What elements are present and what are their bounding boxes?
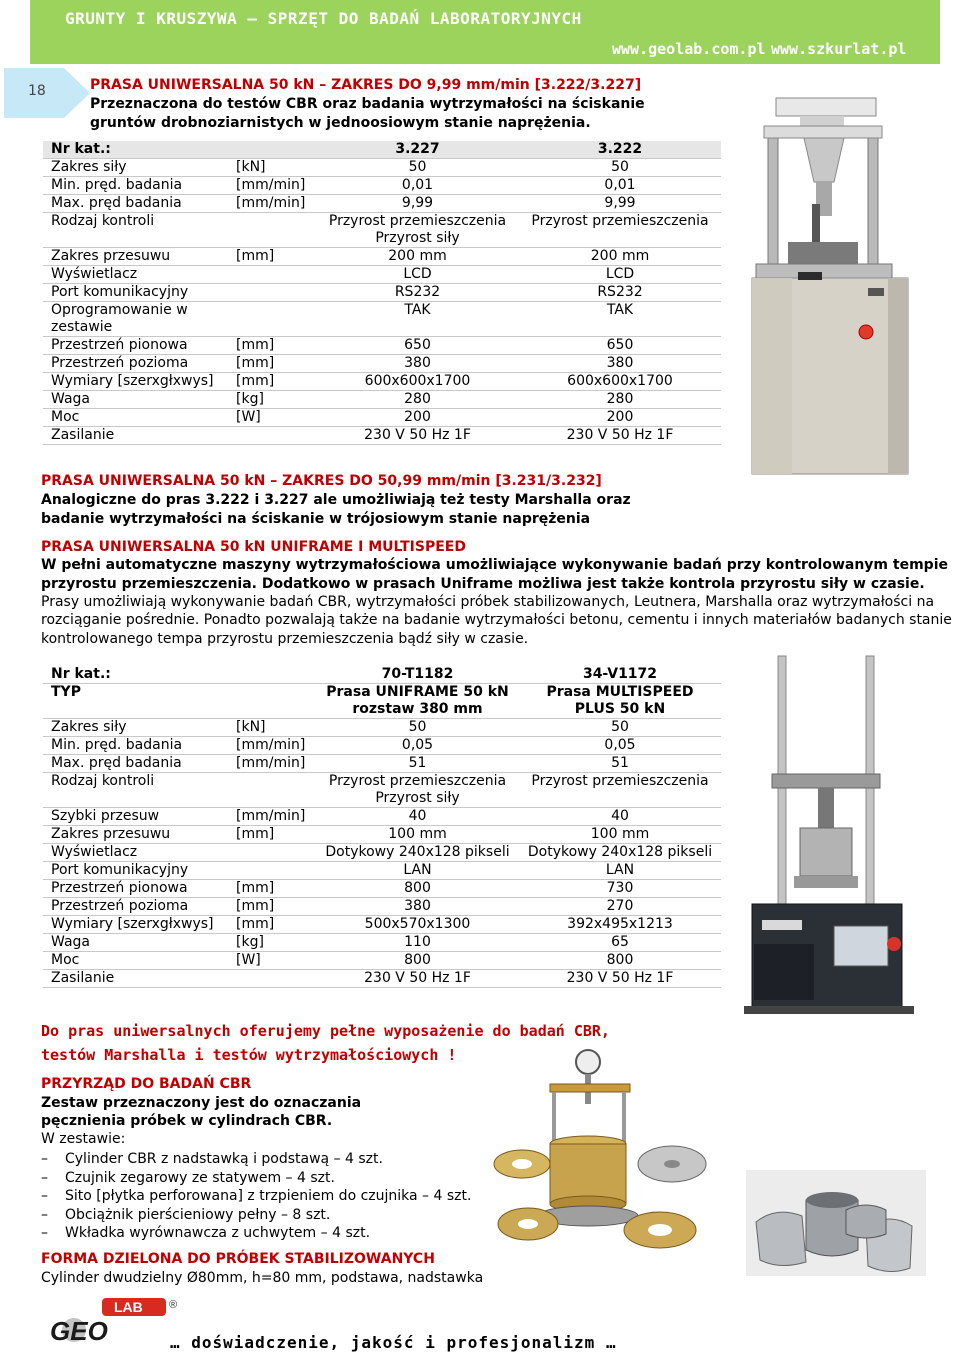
table-cell: Przyrost siły [316,230,519,248]
table-row [43,373,721,391]
table-cell: [kg] [228,391,316,409]
table-row [43,719,721,737]
table-row [43,880,721,898]
section4-intro: W zestawie: [41,1131,126,1147]
section3-bold-line2: przyrostu przemieszczenia. Dodatkowo w prasach Uniframe możliwa jest także kontrola przyrostu siły w czasie. [41,576,925,592]
table-cell: 0,05 [316,737,519,755]
table-row [43,701,721,719]
table-cell: Port komunikacyjny [43,284,228,302]
table-cell: 0,05 [519,737,721,755]
header-url-szkurlat[interactable]: www.szkurlat.pl [771,40,907,58]
section5-text: Cylinder dwudzielny Ø80mm, h=80 mm, podstawa, nadstawka [41,1270,484,1286]
table-row [43,737,721,755]
table-cell: 0,01 [316,177,519,195]
table-cell: 200 [316,409,519,427]
table-cell [228,970,316,988]
logo-lab-text: LAB [114,1299,143,1315]
table-cell: LCD [519,266,721,284]
section4-bold-line2: pęcznienia próbek w cylindrach CBR. [41,1113,333,1129]
table-cell: 230 V 50 Hz 1F [316,427,519,445]
table-cell: Oprogramowanie w [51,302,188,318]
table-cell: [mm] [228,916,316,934]
table-cell: 200 mm [519,248,721,266]
table-cell: Max. pręd badania [43,195,228,213]
list-item: – Obciążnik pierścieniowy pełny – 8 szt. [41,1206,471,1225]
table-cell [228,790,316,808]
table-cell: Przestrzeń pionowa [43,337,228,355]
table-cell: 0,01 [519,177,721,195]
table-cell: 34-V1172 [519,666,721,684]
table-cell: 380 [316,898,519,916]
promo-line1: Do pras uniwersalnych oferujemy pełne wyposażenie do badań CBR, [41,1022,610,1040]
table-cell: Przestrzeń pionowa [43,880,228,898]
table-row [43,230,721,248]
logo-registered-mark: ® [169,1299,178,1311]
table-cell: [mm/min] [228,195,316,213]
table-cell: Rodzaj kontroli [51,213,155,229]
table-row [43,898,721,916]
table-cell: Nr kat.: [43,666,228,684]
table-cell [228,284,316,302]
geolab-logo [48,1296,178,1348]
table-cell: 50 [316,719,519,737]
table-row [43,266,721,284]
table-cell: [kN] [228,159,316,177]
table-cell: 280 [519,391,721,409]
table-cell: 380 [316,355,519,373]
section1-spec-table [43,141,721,445]
table-cell [228,773,316,791]
table-cell: TAK [606,302,634,318]
table-row [43,319,721,337]
section4-items-list [41,1150,471,1243]
promo-line2: testów Marshalla i testów wytrzymałościowych ! [41,1046,457,1064]
table-row [43,952,721,970]
list-item: – Cylinder CBR z nadstawką i podstawą – 4 szt. [41,1150,471,1169]
table-cell: LAN [519,862,721,880]
table-cell [228,666,316,684]
table-cell: 800 [316,880,519,898]
table-cell: Przyrost przemieszczenia [328,773,507,789]
table-cell: 100 mm [316,826,519,844]
table-cell: 3.227 [316,141,519,159]
table-cell [228,684,316,702]
table-cell: [mm/min] [228,808,316,826]
table-cell [228,319,316,337]
table-row [43,790,721,808]
table-cell: 500x570x1300 [316,916,519,934]
table-cell: [W] [228,952,316,970]
table-row [43,409,721,427]
table-cell: 650 [519,337,721,355]
table-cell: Wyświetlacz [43,844,228,862]
table-cell: 380 [519,355,721,373]
table-cell: 40 [519,808,721,826]
table-cell: 3.222 [519,141,721,159]
section5-title: FORMA DZIELONA DO PRÓBEK STABILIZOWANYCH [41,1251,435,1267]
table-cell: 230 V 50 Hz 1F [519,970,721,988]
table-cell: [kN] [228,719,316,737]
table-cell: Przyrost przemieszczenia [531,773,709,789]
table-cell: TYP [51,684,81,700]
table-cell: 600x600x1700 [316,373,519,391]
table-row [43,159,721,177]
section3-title: PRASA UNIWERSALNA 50 kN UNIFRAME I MULTISPEED [41,539,466,555]
table-cell: 110 [316,934,519,952]
table-row [43,916,721,934]
table-cell: Moc [43,952,228,970]
section2-desc-line2: badanie wytrzymałości na ściskanie w trójosiowym stanie naprężenia [41,511,591,527]
table-row [43,684,721,702]
table-cell: [kg] [228,934,316,952]
table-cell [43,701,228,719]
table-cell: [mm] [228,826,316,844]
table-cell [43,790,228,808]
table-cell: 50 [519,159,721,177]
table-cell [228,230,316,248]
table-cell: Zakres przesuwu [43,826,228,844]
table-cell [228,862,316,880]
table-row [43,826,721,844]
table-cell: 270 [519,898,721,916]
table-cell: Wyświetlacz [43,266,228,284]
table-row [43,213,721,231]
table-cell: RS232 [519,284,721,302]
table-cell: 600x600x1700 [519,373,721,391]
table-row [43,934,721,952]
table-row [43,808,721,826]
table-row [43,755,721,773]
table-cell: zestawie [43,319,228,337]
section4-title: PRZYRZĄD DO BADAŃ CBR [41,1076,252,1092]
split-mould-image [746,1170,926,1276]
table-row [43,391,721,409]
table-cell: Port komunikacyjny [43,862,228,880]
universal-press-image [738,92,924,476]
table-cell: Zasilanie [43,427,228,445]
table-cell: [mm] [228,337,316,355]
table-cell [519,230,721,248]
section3-bold-line1: W pełni automatyczne maszyny wytrzymałościowa umożliwiające wykonywanie badań przy kontrolowanym tempie [41,557,948,573]
table-cell: LAN [316,862,519,880]
table-cell: Zakres siły [43,719,228,737]
table-cell [228,427,316,445]
logo-geo-text: GEO [50,1316,108,1344]
list-item: – Sito [płytka perforowana] z trzpieniem do czujnika – 4 szt. [41,1187,471,1206]
table-cell: Zasilanie [43,970,228,988]
table-row [43,195,721,213]
table-row [43,355,721,373]
table-row [43,970,721,988]
table-cell: 9,99 [316,195,519,213]
section1-desc-line2: gruntów drobnoziarnistych w jednoosiowym stanie naprężenia. [90,115,591,131]
table-cell: 70-T1182 [316,666,519,684]
table-cell: Min. pręd. badania [43,177,228,195]
table-cell: 40 [316,808,519,826]
cbr-apparatus-image [492,1044,732,1268]
table-cell: Przyrost przemieszczenia [531,213,709,229]
table-cell: Zakres przesuwu [43,248,228,266]
table-cell: 730 [519,880,721,898]
table-cell: Nr kat.: [43,141,228,159]
table-cell: 800 [519,952,721,970]
table-cell: 200 [519,409,721,427]
list-item: – Czujnik zegarowy ze statywem – 4 szt. [41,1169,471,1188]
table-row [43,284,721,302]
table-row [43,844,721,862]
section3-spec-table [43,666,721,988]
table-cell: [mm/min] [228,737,316,755]
page-number: 18 [28,83,46,99]
table-cell: Przestrzeń pozioma [43,355,228,373]
section1-desc-line1: Przeznaczona do testów CBR oraz badania wytrzymałości na ściskanie [90,96,645,112]
table-cell: Dotykowy 240x128 pikseli [316,844,519,862]
section3-text-line1: Prasy umożliwiają wykonywanie badań CBR, wytrzymałości próbek stabilizowanych, Leutnera, Marshalla oraz wytrzymałości na [41,594,935,610]
section3-text-line2: rozciąganie pośrednie. Ponadto pozwalają także na badanie wytrzymałości betonu, cementu i innych materiałów badanych stanie [41,612,952,628]
section1-title: PRASA UNIWERSALNA 50 kN – ZAKRES DO 9,99 mm/min [3.222/3.227] [90,77,642,93]
table-cell: Przyrost przemieszczenia [328,213,507,229]
table-cell: 50 [519,719,721,737]
footer-slogan: … doświadczenie, jakość i profesjonalizm … [170,1333,617,1352]
table-row [43,427,721,445]
table-cell [228,701,316,719]
table-row [43,862,721,880]
table-cell: PLUS 50 kN [519,701,721,719]
table-cell: 650 [316,337,519,355]
list-item: – Wkładka wyrównawcza z uchwytem – 4 szt. [41,1224,471,1243]
table-cell: 65 [519,934,721,952]
table-cell: Min. pręd. badania [43,737,228,755]
table-row [43,773,721,791]
table-cell: 9,99 [519,195,721,213]
table-row [43,141,721,159]
table-cell: rozstaw 380 mm [316,701,519,719]
table-cell: 230 V 50 Hz 1F [519,427,721,445]
table-cell [228,213,316,231]
table-cell: 51 [316,755,519,773]
section3-text-line3: kontrolowanego tempa przyrostu przemieszczenia bądź siły w czasie. [41,631,529,647]
table-row [43,177,721,195]
table-cell: [mm] [228,880,316,898]
table-row [43,337,721,355]
section2-title: PRASA UNIWERSALNA 50 kN – ZAKRES DO 50,99 mm/min [3.231/3.232] [41,473,602,489]
table-cell: 230 V 50 Hz 1F [316,970,519,988]
table-cell: [W] [228,409,316,427]
header-url-geolab[interactable]: www.geolab.com.pl [612,40,766,58]
section2-desc-line1: Analogiczne do pras 3.222 i 3.227 ale umożliwiają też testy Marshalla oraz [41,492,631,508]
table-cell [43,230,228,248]
table-cell: Szybki przesuw [43,808,228,826]
table-cell: 100 mm [519,826,721,844]
table-cell: 800 [316,952,519,970]
table-cell: LCD [316,266,519,284]
table-cell [228,141,316,159]
table-cell: Waga [43,391,228,409]
table-cell: Wymiary [szerxgłxwys] [43,373,228,391]
multispeed-press-image [734,654,924,1016]
table-cell: 280 [316,391,519,409]
table-row [43,248,721,266]
table-cell: TAK [404,302,431,318]
table-cell: Przestrzeń pozioma [43,898,228,916]
table-cell: [mm/min] [228,755,316,773]
table-row [43,302,721,320]
table-cell: Przyrost siły [316,790,519,808]
table-cell: 50 [316,159,519,177]
table-cell: Max. pręd badania [43,755,228,773]
table-cell: [mm] [228,248,316,266]
table-cell: [mm] [228,355,316,373]
table-cell: Wymiary [szerxgłxwys] [43,916,228,934]
table-cell: [mm/min] [228,177,316,195]
table-cell: Dotykowy 240x128 pikseli [519,844,721,862]
table-cell [519,319,721,337]
table-cell: Prasa MULTISPEED [546,684,694,700]
table-cell [228,302,316,320]
table-cell: 200 mm [316,248,519,266]
section4-bold-line1: Zestaw przeznaczony jest do oznaczania [41,1095,362,1111]
table-cell [519,790,721,808]
table-cell: Zakres siły [43,159,228,177]
table-cell: Waga [43,934,228,952]
table-cell [316,319,519,337]
table-cell: [mm] [228,373,316,391]
header-title: GRUNTY I KRUSZYWA – SPRZĘT DO BADAŃ LABORATORYJNYCH [65,9,582,28]
table-cell: 51 [519,755,721,773]
table-cell: Moc [43,409,228,427]
table-cell [228,844,316,862]
table-cell: Prasa UNIFRAME 50 kN [326,684,509,700]
table-cell: RS232 [316,284,519,302]
table-cell: Rodzaj kontroli [51,773,155,789]
table-cell: 392x495x1213 [519,916,721,934]
table-cell: [mm] [228,898,316,916]
table-cell [228,266,316,284]
table-row [43,666,721,684]
